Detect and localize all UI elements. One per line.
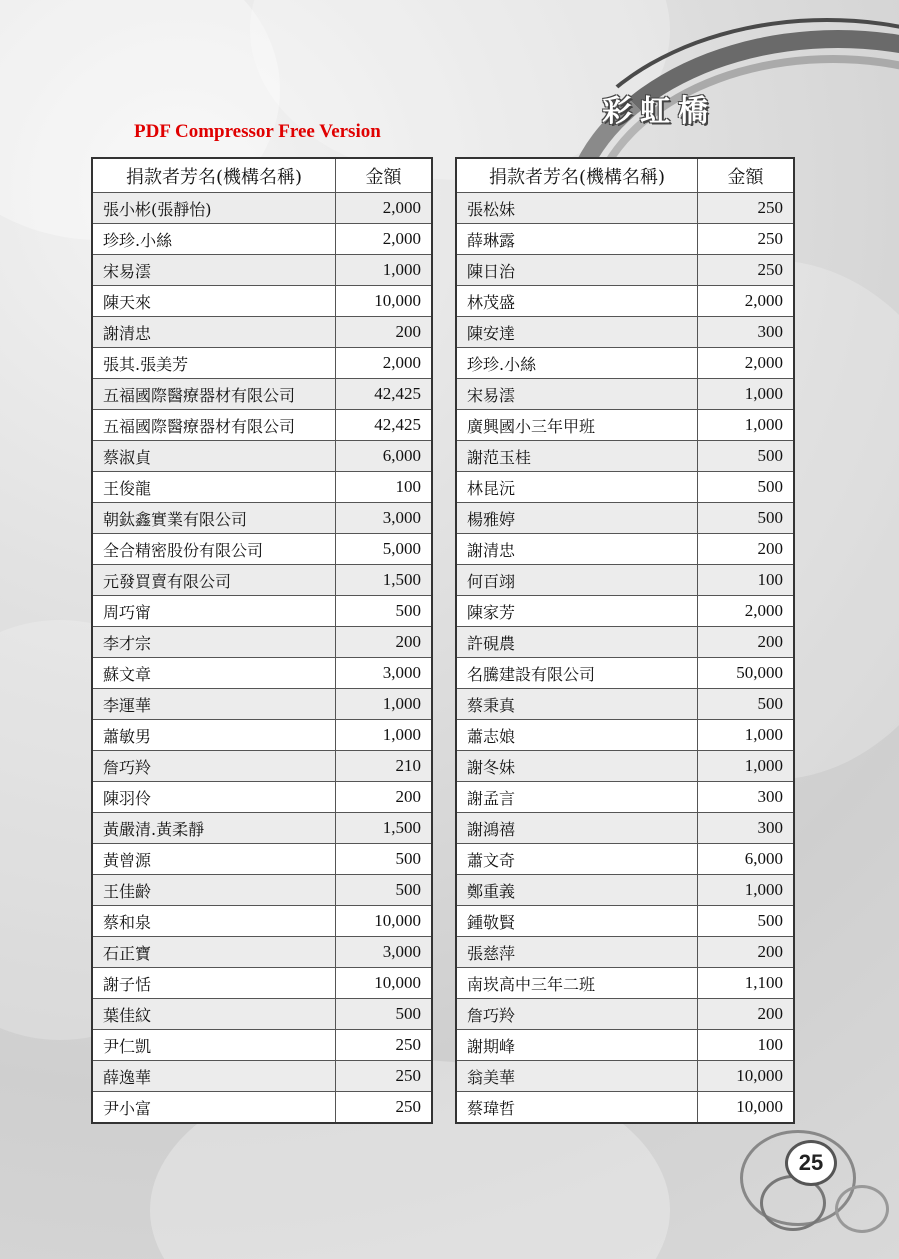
table-row	[456, 782, 794, 813]
table-row	[456, 534, 794, 565]
table-row	[456, 999, 794, 1030]
donor-name: 尹小富	[92, 1092, 336, 1124]
donation-amount: 250	[336, 1061, 433, 1092]
table-row	[456, 813, 794, 844]
donation-amount: 500	[698, 689, 795, 720]
table-row	[92, 627, 432, 658]
donation-amount: 10,000	[336, 286, 433, 317]
table-row	[92, 999, 432, 1030]
table-row	[456, 503, 794, 534]
donation-amount: 250	[336, 1092, 433, 1124]
donor-name: 陳安達	[456, 317, 698, 348]
donor-name: 張慈萍	[456, 937, 698, 968]
table-row	[92, 193, 432, 224]
donor-name: 五福國際醫療器材有限公司	[92, 379, 336, 410]
donor-name: 張其.張美芳	[92, 348, 336, 379]
donation-amount: 10,000	[698, 1061, 795, 1092]
table-row	[456, 348, 794, 379]
watermark-text: PDF Compressor Free Version	[134, 121, 381, 142]
donation-amount: 1,500	[336, 565, 433, 596]
donor-name: 張松妹	[456, 193, 698, 224]
donor-name: 翁美華	[456, 1061, 698, 1092]
donation-amount: 200	[698, 627, 795, 658]
donation-amount: 500	[698, 906, 795, 937]
donation-amount: 200	[336, 317, 433, 348]
donor-name: 黃曾源	[92, 844, 336, 875]
column-header-name: 捐款者芳名(機構名稱)	[456, 158, 698, 193]
table-row	[92, 534, 432, 565]
donor-name: 謝期峰	[456, 1030, 698, 1061]
donation-amount: 250	[698, 255, 795, 286]
donor-name: 蕭敏男	[92, 720, 336, 751]
donor-name: 全合精密股份有限公司	[92, 534, 336, 565]
donation-amount: 3,000	[336, 658, 433, 689]
donor-name: 楊雅婷	[456, 503, 698, 534]
donor-name: 陳日治	[456, 255, 698, 286]
table-row	[92, 1092, 432, 1124]
table-row	[92, 1061, 432, 1092]
donor-name: 宋易澐	[456, 379, 698, 410]
donation-amount: 1,000	[336, 689, 433, 720]
donation-amount: 50,000	[698, 658, 795, 689]
page-number: 25	[785, 1140, 837, 1186]
donation-amount: 2,000	[336, 224, 433, 255]
donor-name: 蘇文章	[92, 658, 336, 689]
table-row	[92, 782, 432, 813]
table-row	[92, 968, 432, 999]
table-row	[456, 1030, 794, 1061]
donor-name: 黃嚴清.黃柔靜	[92, 813, 336, 844]
table-row	[92, 1030, 432, 1061]
table-row	[92, 441, 432, 472]
donor-name: 元發買賣有限公司	[92, 565, 336, 596]
donation-amount: 2,000	[336, 193, 433, 224]
donation-amount: 300	[698, 813, 795, 844]
donation-amount: 200	[336, 782, 433, 813]
table-row	[92, 751, 432, 782]
donation-amount: 250	[698, 193, 795, 224]
donation-amount: 2,000	[698, 596, 795, 627]
donor-name: 林昆沅	[456, 472, 698, 503]
table-row	[92, 937, 432, 968]
donor-name: 鍾敬賢	[456, 906, 698, 937]
table-row	[456, 441, 794, 472]
donation-amount: 1,000	[698, 720, 795, 751]
table-row	[92, 720, 432, 751]
donor-name: 五福國際醫療器材有限公司	[92, 410, 336, 441]
donation-amount: 2,000	[698, 348, 795, 379]
donation-amount: 1,000	[698, 379, 795, 410]
table-row	[92, 410, 432, 441]
donation-amount: 500	[698, 472, 795, 503]
donation-amount: 1,000	[336, 255, 433, 286]
table-row	[92, 286, 432, 317]
table-row	[92, 596, 432, 627]
donor-name: 許硯農	[456, 627, 698, 658]
donor-name: 朝鈦鑫實業有限公司	[92, 503, 336, 534]
donation-amount: 200	[698, 999, 795, 1030]
donor-name: 薛琳露	[456, 224, 698, 255]
donor-name: 謝冬妹	[456, 751, 698, 782]
donor-name: 陳羽伶	[92, 782, 336, 813]
donation-amount: 500	[336, 844, 433, 875]
donor-name: 蕭志娘	[456, 720, 698, 751]
donation-amount: 10,000	[336, 906, 433, 937]
table-row	[456, 627, 794, 658]
donor-name: 蔡瑋哲	[456, 1092, 698, 1124]
donation-amount: 200	[336, 627, 433, 658]
table-row	[456, 317, 794, 348]
donor-name: 葉佳紋	[92, 999, 336, 1030]
page-title: 彩虹橋	[602, 94, 716, 129]
donation-amount: 42,425	[336, 379, 433, 410]
column-header-amount: 金額	[336, 158, 433, 193]
donor-name: 謝孟言	[456, 782, 698, 813]
donor-name: 謝鴻禧	[456, 813, 698, 844]
donor-name: 鄭重義	[456, 875, 698, 906]
table-row	[92, 689, 432, 720]
donation-amount: 3,000	[336, 503, 433, 534]
table-row	[456, 720, 794, 751]
table-row	[92, 658, 432, 689]
donation-amount: 2,000	[698, 286, 795, 317]
table-row	[456, 751, 794, 782]
donation-amount: 1,500	[336, 813, 433, 844]
table-row	[92, 379, 432, 410]
donor-name: 詹巧羚	[456, 999, 698, 1030]
table-row	[92, 906, 432, 937]
donor-name: 蔡秉真	[456, 689, 698, 720]
donor-name: 何百翊	[456, 565, 698, 596]
donor-name: 李才宗	[92, 627, 336, 658]
donor-name: 謝清忠	[92, 317, 336, 348]
table-row	[92, 317, 432, 348]
donation-amount: 500	[336, 999, 433, 1030]
table-row	[92, 472, 432, 503]
donation-amount: 300	[698, 782, 795, 813]
donation-amount: 1,000	[336, 720, 433, 751]
donation-amount: 250	[336, 1030, 433, 1061]
donor-name: 名騰建設有限公司	[456, 658, 698, 689]
donation-amount: 1,000	[698, 751, 795, 782]
table-row	[92, 565, 432, 596]
table-row	[456, 875, 794, 906]
donor-name: 陳天來	[92, 286, 336, 317]
table-row	[92, 224, 432, 255]
donation-amount: 500	[698, 503, 795, 534]
donation-table-right	[455, 157, 795, 1124]
donation-amount: 500	[336, 596, 433, 627]
donation-amount: 6,000	[698, 844, 795, 875]
table-row	[92, 844, 432, 875]
donation-amount: 200	[698, 937, 795, 968]
donation-amount: 42,425	[336, 410, 433, 441]
table-row	[456, 658, 794, 689]
donation-amount: 200	[698, 534, 795, 565]
column-header-amount: 金額	[698, 158, 795, 193]
donation-amount: 1,100	[698, 968, 795, 999]
table-row	[456, 844, 794, 875]
donation-amount: 1,000	[698, 875, 795, 906]
donor-name: 石正寶	[92, 937, 336, 968]
donor-name: 李運華	[92, 689, 336, 720]
donor-name: 詹巧羚	[92, 751, 336, 782]
donation-amount: 3,000	[336, 937, 433, 968]
donation-amount: 10,000	[698, 1092, 795, 1124]
table-row	[456, 968, 794, 999]
table-row	[92, 813, 432, 844]
table-row	[456, 410, 794, 441]
donor-name: 蔡和泉	[92, 906, 336, 937]
donor-name: 謝子恬	[92, 968, 336, 999]
donor-name: 王俊龍	[92, 472, 336, 503]
table-row	[456, 224, 794, 255]
donation-amount: 500	[698, 441, 795, 472]
table-row	[92, 255, 432, 286]
donor-name: 謝清忠	[456, 534, 698, 565]
donor-name: 張小彬(張靜怡)	[92, 193, 336, 224]
donation-amount: 100	[336, 472, 433, 503]
donation-amount: 210	[336, 751, 433, 782]
donor-name: 珍珍.小絲	[92, 224, 336, 255]
column-header-name: 捐款者芳名(機構名稱)	[92, 158, 336, 193]
table-row	[92, 503, 432, 534]
table-row	[456, 472, 794, 503]
donor-name: 珍珍.小絲	[456, 348, 698, 379]
donor-name: 薛逸華	[92, 1061, 336, 1092]
table-row	[456, 255, 794, 286]
decorative-ring	[835, 1185, 889, 1233]
table-row	[456, 286, 794, 317]
donor-name: 周巧甯	[92, 596, 336, 627]
donor-name: 林茂盛	[456, 286, 698, 317]
donation-amount: 250	[698, 224, 795, 255]
donation-amount: 500	[336, 875, 433, 906]
donor-name: 尹仁凱	[92, 1030, 336, 1061]
donor-name: 謝范玉桂	[456, 441, 698, 472]
donor-name: 廣興國小三年甲班	[456, 410, 698, 441]
table-row	[456, 193, 794, 224]
donation-amount: 5,000	[336, 534, 433, 565]
donation-table-left	[91, 157, 433, 1124]
donation-amount: 10,000	[336, 968, 433, 999]
donation-amount: 1,000	[698, 410, 795, 441]
donor-name: 王佳齡	[92, 875, 336, 906]
donation-amount: 100	[698, 1030, 795, 1061]
donor-name: 蕭文奇	[456, 844, 698, 875]
table-row	[456, 906, 794, 937]
table-row	[92, 348, 432, 379]
donor-name: 宋易澐	[92, 255, 336, 286]
table-row	[456, 689, 794, 720]
table-row	[456, 379, 794, 410]
donation-amount: 100	[698, 565, 795, 596]
table-row	[456, 937, 794, 968]
table-row	[456, 1061, 794, 1092]
donation-amount: 2,000	[336, 348, 433, 379]
table-row	[456, 1092, 794, 1124]
donation-amount: 6,000	[336, 441, 433, 472]
donor-name: 南崁高中三年二班	[456, 968, 698, 999]
donation-amount: 300	[698, 317, 795, 348]
table-row	[456, 596, 794, 627]
donor-name: 陳家芳	[456, 596, 698, 627]
table-row	[92, 875, 432, 906]
donor-name: 蔡淑貞	[92, 441, 336, 472]
table-row	[456, 565, 794, 596]
